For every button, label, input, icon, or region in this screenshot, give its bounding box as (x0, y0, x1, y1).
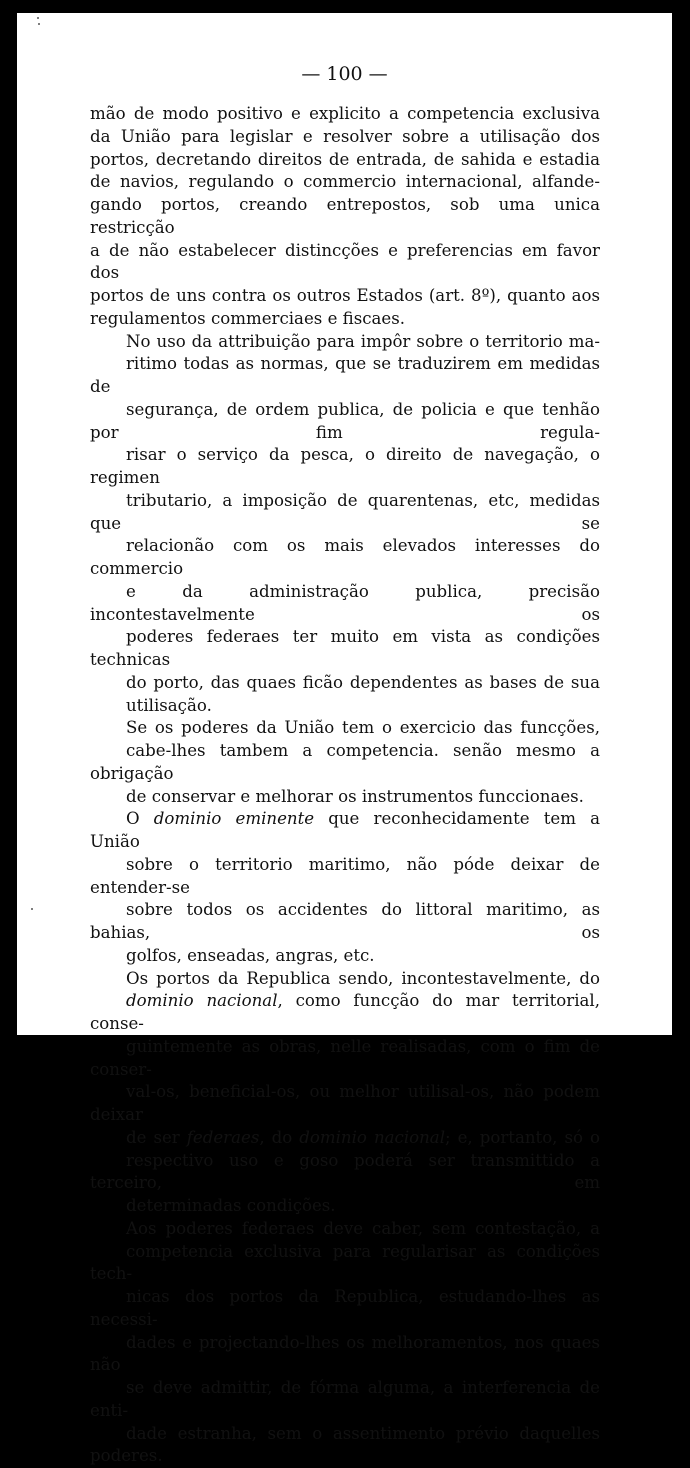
text-line (90, 899, 600, 945)
text-segment: nicas dos portos da Republica, estudando-lhes as necessi- (90, 1287, 600, 1329)
text-line (90, 149, 600, 172)
text-segment: relacionão com os mais elevados interesses do commercio (90, 536, 600, 578)
text-segment: regulamentos commerciaes e fiscaes. (90, 309, 405, 328)
text-segment: val-os, beneficial-os, ou melhor utilisal-os, não podem deixar (90, 1082, 600, 1124)
text-line (90, 672, 600, 695)
scan-speck (37, 17, 39, 19)
text-line (90, 1195, 600, 1218)
text-segment: Aos poderes federaes deve caber, sem contestação, a (126, 1219, 600, 1238)
text-line (90, 1150, 600, 1196)
text-segment: portos, decretando direitos de entrada, de sahida e estadia (90, 150, 600, 169)
paragraph (90, 968, 600, 1218)
paragraph (90, 1218, 600, 1468)
italic-text: dominio nacional (126, 991, 278, 1010)
text-line (90, 717, 600, 740)
text-segment: sobre o territorio maritimo, não póde deixar de entender-se (90, 855, 600, 897)
page-number: — 100 — (17, 63, 672, 85)
text-segment: , do (259, 1128, 299, 1147)
paragraph (90, 103, 600, 331)
text-line (90, 695, 600, 718)
text-line (90, 1332, 600, 1378)
scan-speck (31, 908, 33, 910)
text-line (90, 331, 600, 354)
text-segment: Se os poderes da União tem o exercicio das funcções, (126, 718, 600, 737)
text-segment: de conservar e melhorar os instrumentos funccionaes. (126, 787, 584, 806)
text-line (90, 285, 600, 308)
text-segment: guintemente as obras, nelle realisadas, com o fim de conser- (90, 1037, 600, 1079)
text-segment: dade estranha, sem o assentimento prévio daquelles poderes. (90, 1424, 600, 1466)
text-segment: que reconhecidamente tem a União (90, 809, 600, 851)
text-segment: segurança, de ordem publica, de policia e que tenhão por fim regula- (90, 400, 600, 442)
text-segment: poderes federaes ter muito em vista as condições technicas (90, 627, 600, 669)
scan-speck (38, 23, 40, 25)
text-line (90, 1036, 600, 1082)
text-line (90, 808, 600, 854)
text-segment: Os portos da Republica sendo, incontestavelmente, do (126, 969, 600, 988)
text-line (90, 444, 600, 490)
text-segment: competencia exclusiva para regularisar as condições tech- (90, 1242, 600, 1284)
paragraph (90, 717, 600, 808)
text-line (90, 308, 600, 331)
paragraph (90, 808, 600, 967)
text-segment: No uso da attribuição para impôr sobre o territorio ma- (126, 332, 600, 351)
text-line (90, 1127, 600, 1150)
scanned-page (17, 13, 672, 1035)
text-line (90, 535, 600, 581)
text-line (90, 968, 600, 991)
text-segment: se deve admittir, de fórma alguma, a interferencia de enti- (90, 1378, 600, 1420)
text-line (90, 786, 600, 809)
text-segment: ; e, portanto, só o (445, 1128, 600, 1147)
text-line (90, 194, 600, 240)
text-line (90, 990, 600, 1036)
text-line (90, 945, 600, 968)
text-line (90, 1081, 600, 1127)
text-segment: cabe-lhes tambem a competencia. senão mesmo a obrigação (90, 741, 600, 783)
text-segment: , como funcção do mar territorial, conse- (90, 991, 600, 1033)
text-segment: utilisação. (126, 696, 212, 715)
text-segment: ritimo todas as normas, que se traduzirem em medidas de (90, 354, 600, 396)
text-segment: determinadas condições. (126, 1196, 336, 1215)
text-line (90, 1377, 600, 1423)
text-segment: dades e projectando-lhes os melhoramentos, nos quaes não (90, 1333, 600, 1375)
text-line (90, 240, 600, 286)
italic-text: dominio nacional (299, 1128, 445, 1147)
text-line (90, 490, 600, 536)
text-segment: risar o serviço da pesca, o direito de navegação, o regimen (90, 445, 600, 487)
text-line (90, 581, 600, 627)
paragraph (90, 331, 600, 718)
text-line (90, 1218, 600, 1241)
italic-text: dominio eminente (154, 809, 314, 828)
text-segment: a de não estabelecer distincções e preferencias em favor dos (90, 241, 600, 283)
text-line (90, 103, 600, 126)
text-segment: do porto, das quaes ficão dependentes as bases de sua (126, 673, 600, 692)
text-segment: gando portos, creando entrepostos, sob uma unica restricção (90, 195, 600, 237)
text-line (90, 171, 600, 194)
text-segment: da União para legislar e resolver sobre a utilisação dos (90, 127, 600, 146)
text-line (90, 854, 600, 900)
text-segment: O (126, 809, 154, 828)
text-line (90, 399, 600, 445)
text-line (90, 626, 600, 672)
italic-text: federaes (187, 1128, 260, 1147)
text-line (90, 126, 600, 149)
text-segment: mão de modo positivo e explicito a competencia exclusiva (90, 104, 600, 123)
text-segment: de navios, regulando o commercio internacional, alfande- (90, 172, 600, 191)
text-line (90, 353, 600, 399)
text-line (90, 740, 600, 786)
text-line (90, 1241, 600, 1287)
text-segment: e da administração publica, precisão incontestavelmente os (90, 582, 600, 624)
text-segment: tributario, a imposição de quarentenas, etc, medidas que se (90, 491, 600, 533)
text-segment: sobre todos os accidentes do littoral maritimo, as bahias, os (90, 900, 600, 942)
text-segment: portos de uns contra os outros Estados (art. 8º), quanto aos (90, 286, 600, 305)
body-text (90, 103, 600, 1468)
text-segment: respectivo uso e goso poderá ser transmittido a terceiro, em (90, 1151, 600, 1193)
text-segment: golfos, enseadas, angras, etc. (126, 946, 375, 965)
text-line (90, 1423, 600, 1468)
text-line (90, 1286, 600, 1332)
text-segment: de ser (126, 1128, 187, 1147)
